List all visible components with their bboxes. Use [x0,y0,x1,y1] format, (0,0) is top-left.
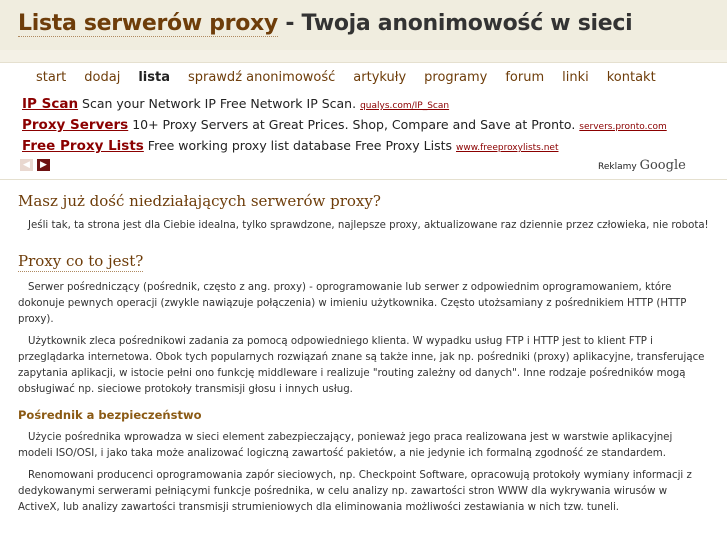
ad-block [0,88,727,159]
ad-item [22,138,727,159]
paragraph: Jeśli tak, ta strona jest dla Ciebie idealna, tylko sprawdzone, najlepsze proxy, aktualizowane raz dziennie przez człowieka, nie robota! [28,220,709,231]
ads-by-google-link[interactable] [598,158,686,173]
nav-sprawdz-anonimowosc[interactable]: sprawdź anonimowość [187,70,336,85]
ad-footer [0,159,727,179]
nav-kontakt[interactable]: kontakt [606,70,656,85]
google-logo: Google [639,158,686,173]
ad-item [22,117,727,138]
ad-text: 10+ Proxy Servers at Great Prices. Shop, Compare and Save at Pronto. [128,117,580,132]
ad-item [22,96,727,117]
nav-artykuly[interactable]: artykuły [353,70,407,85]
ad-title-link[interactable]: Free Proxy Lists [22,138,144,154]
header-band [0,50,727,63]
paragraph: Użytkownik zleca pośrednikowi zadania za pomocą odpowiedniego klienta. W wypadku usług FTP i HTTP jest to klient FTP i przeglądarka internetowa. Obok tych popularnych rozwiązań znane są także inne, jak np. pośredniki (proxy) aplikacyjne, transferujące zapytania aplikacji, w istocie pełni ono funkcję middleware i realizuje "routing zależny od danych". Inne rodzaje pośredników mogą obsługiwać np. sieciowe protokoły transmisji głosu i innych usług. [18,336,705,395]
ad-text: Scan your Network IP Free Network IP Scan. [78,96,361,111]
site-title [18,11,632,36]
paragraph: Serwer pośredniczący (pośrednik, często z ang. proxy) - oprogramowanie lub serwer z odpowiednim oprogramowaniem, które dokonuje pewnych operacji (zwykle nawiązuje połączenia) w imieniu użytkownika. Często utożsamiany z pośrednikiem HTTP (HTTP proxy). [18,282,687,325]
ad-url-link[interactable]: www.freeproxylists.net [456,143,559,153]
ads-label: Reklamy [598,162,640,172]
ad-title-link[interactable]: Proxy Servers [22,117,129,133]
paragraph: Renomowani producenci oprogramowania zapór sieciowych, np. Checkpoint Software, opracowują protokoły wymiany informacji z dedykowanymi serwerami pełniącymi funkcje pośrednika, w celu analizy np. zawartości stron WWW dla wykrywania wirusów w ActiveX, lub analizy zawartości transmisji strumieniowych dla eliminowania możliwości zestawiania w nich tzw. tuneli. [18,470,692,513]
site-brand-link[interactable]: Lista serwerów proxy [18,11,278,36]
site-header [0,0,727,50]
nav-start[interactable]: start [36,70,67,85]
divider [0,179,727,180]
nav-programy[interactable]: programy [424,70,488,85]
site-tagline: - Twoja anonimowość w sieci [277,11,633,36]
main-content [0,192,727,516]
ad-next-arrow-icon[interactable]: ▶ [37,159,50,171]
paragraph: Użycie pośrednika wprowadza w sieci element zabezpieczający, ponieważ jego praca realizowana jest w warstwie aplikacyjnej modeli ISO/OSI, i jako taka może analizować logiczną zawartość pakietów, a nie jedynie ich formalną zgodność ze standardem. [18,432,673,459]
nav-lista[interactable]: lista [138,70,170,85]
heading-security: Pośrednik a bezpieczeństwo [18,408,202,422]
ad-title-link[interactable]: IP Scan [22,96,79,112]
ad-prev-arrow-icon[interactable]: ◀ [20,159,33,171]
heading-intro: Masz już dość niedziałających serwerów proxy? [18,192,381,210]
nav-linki[interactable]: linki [562,70,589,85]
nav-forum[interactable]: forum [505,70,545,85]
nav-dodaj[interactable]: dodaj [84,70,121,85]
ad-url-link[interactable]: servers.pronto.com [579,122,667,132]
heading-what-is-proxy: Proxy co to jest? [18,252,144,270]
main-nav [0,63,727,88]
ad-text: Free working proxy list database Free Proxy Lists [143,138,456,153]
ad-url-link[interactable]: qualys.com/IP_Scan [360,101,450,111]
